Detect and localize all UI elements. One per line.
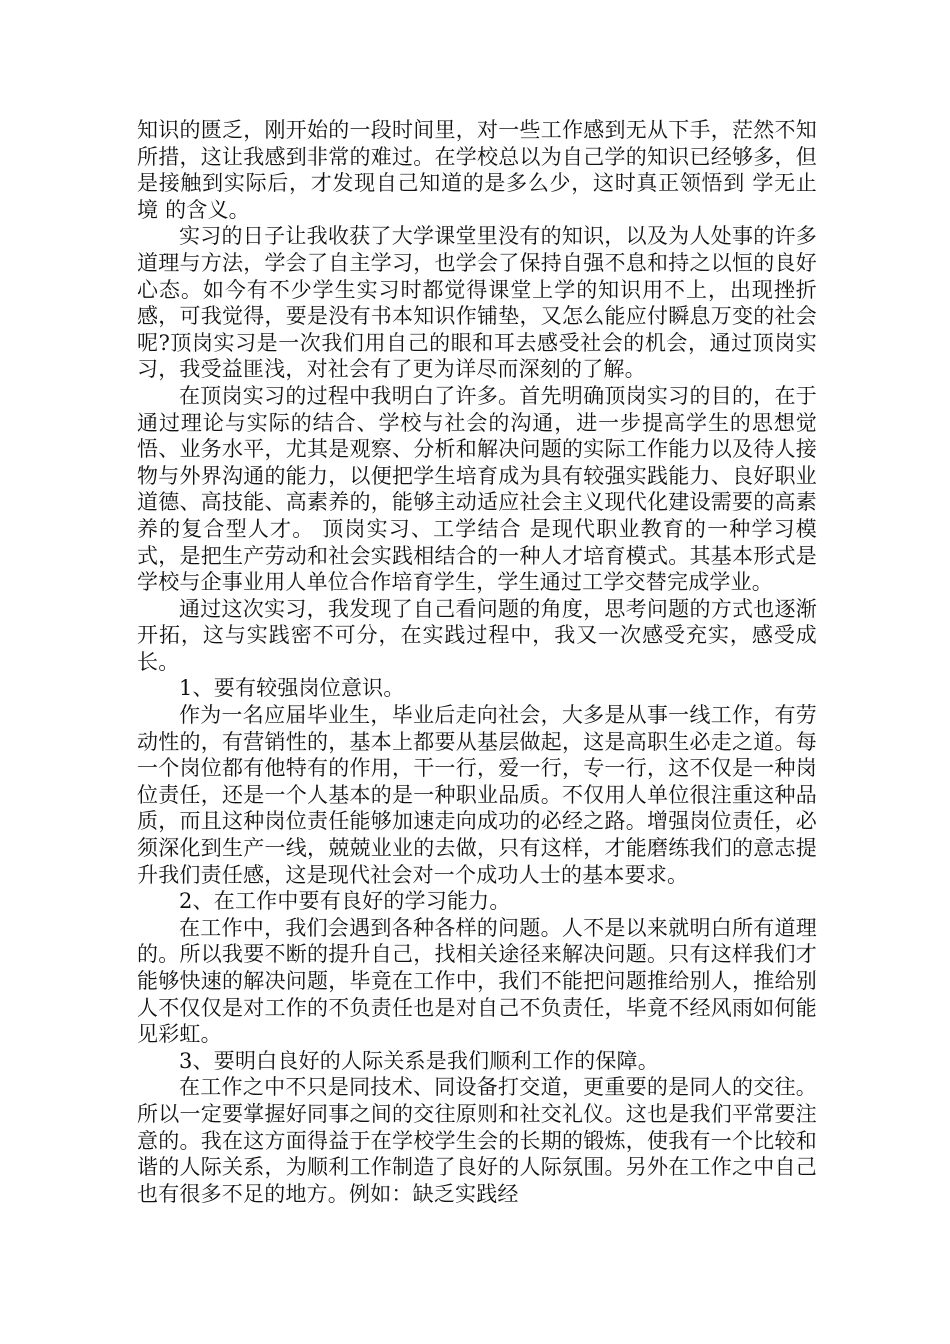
paragraph: 在工作之中不只是同技术、同设备打交道，更重要的是同人的交往。所以一定要掌握好同事之间的交往原则和社交礼仪。这也是我们平常要注意的。我在这方面得益于在学校学生会的长期的锻炼，使我有一个比较和谐的人际关系，为顺利工作制造了良好的人际氛围。另外在工作之中自己也有很多不足的地方。例如：缺乏实践经	[137, 1075, 817, 1206]
paragraph: 实习的日子让我收获了大学课堂里没有的知识，以及为人处事的许多道理与方法，学会了自主学习，也学会了保持自强不息和持之以恒的良好心态。如今有不少学生实习时都觉得课堂上学的知识用不上，出现挫折感，可我觉得，要是没有书本知识作铺垫，又怎么能应付瞬息万变的社会呢?顶岗实习是一次我们用自己的眼和耳去感受社会的机会，通过顶岗实习，我受益匪浅，对社会有了更为详尽而深刻的了解。	[137, 224, 817, 382]
paragraph: 作为一名应届毕业生，毕业后走向社会，大多是从事一线工作，有劳动性的，有营销性的，基本上都要从基层做起，这是高职生必走之道。每一个岗位都有他特有的作用，干一行，爱一行，专一行，这不仅是一种岗位责任，还是一个人基本的是一种职业品质。不仅用人单位很注重这种品质，而且这种岗位责任能够加速走向成功的必经之路。增强岗位责任，必须深化到生产一线，兢兢业业的去做，只有这样，才能磨练我们的意志提升我们责任感，这是现代社会对一个成功人士的基本要求。	[137, 703, 817, 887]
paragraph: 知识的匮乏，刚开始的一段时间里，对一些工作感到无从下手，茫然不知所措，这让我感到非常的难过。在学校总以为自己学的知识已经够多，但是接触到实际后，才发现自己知道的是多么少，这时真正领悟到 学无止境 的含义。	[137, 118, 817, 222]
section-heading: 1、要有较强岗位意识。	[179, 676, 405, 701]
section-heading: 3、要明白良好的人际关系是我们顺利工作的保障。	[179, 1048, 659, 1073]
paragraph: 在工作中，我们会遇到各种各样的问题。人不是以来就明白所有道理的。所以我要不断的提升自己，找相关途径来解决问题。只有这样我们才能够快速的解决问题，毕竟在工作中，我们不能把问题推给别人，推给别人不仅仅是对工作的不负责任也是对自己不负责任，毕竟不经风雨如何能见彩虹。	[137, 915, 817, 1047]
paragraph: 通过这次实习，我发现了自己看问题的角度，思考问题的方式也逐渐开拓，这与实践密不可分，在实践过程中，我又一次感受充实，感受成长。	[137, 596, 817, 674]
section-heading: 2、在工作中要有良好的学习能力。	[179, 889, 511, 914]
paragraph: 在顶岗实习的过程中我明白了许多。首先明确顶岗实习的目的，在于通过理论与实际的结合、学校与社会的沟通，进一步提高学生的思想觉悟、业务水平，尤其是观察、分析和解决问题的实际工作能力以及待人接物与外界沟通的能力，以便把学生培育成为具有较强实践能力、良好职业道德、高技能、高素养的，能够主动适应社会主义现代化建设需要的高素养的复合型人才。 顶岗实习、工学结合 是现代职业教育的一种学习模式，是把生产劳动和社会实践相结合的一种人才培育模式。其基本形式是学校与企事业用人单位合作培育学生，学生通过工学交替完成学业。	[137, 383, 817, 595]
document-body	[137, 117, 817, 1207]
